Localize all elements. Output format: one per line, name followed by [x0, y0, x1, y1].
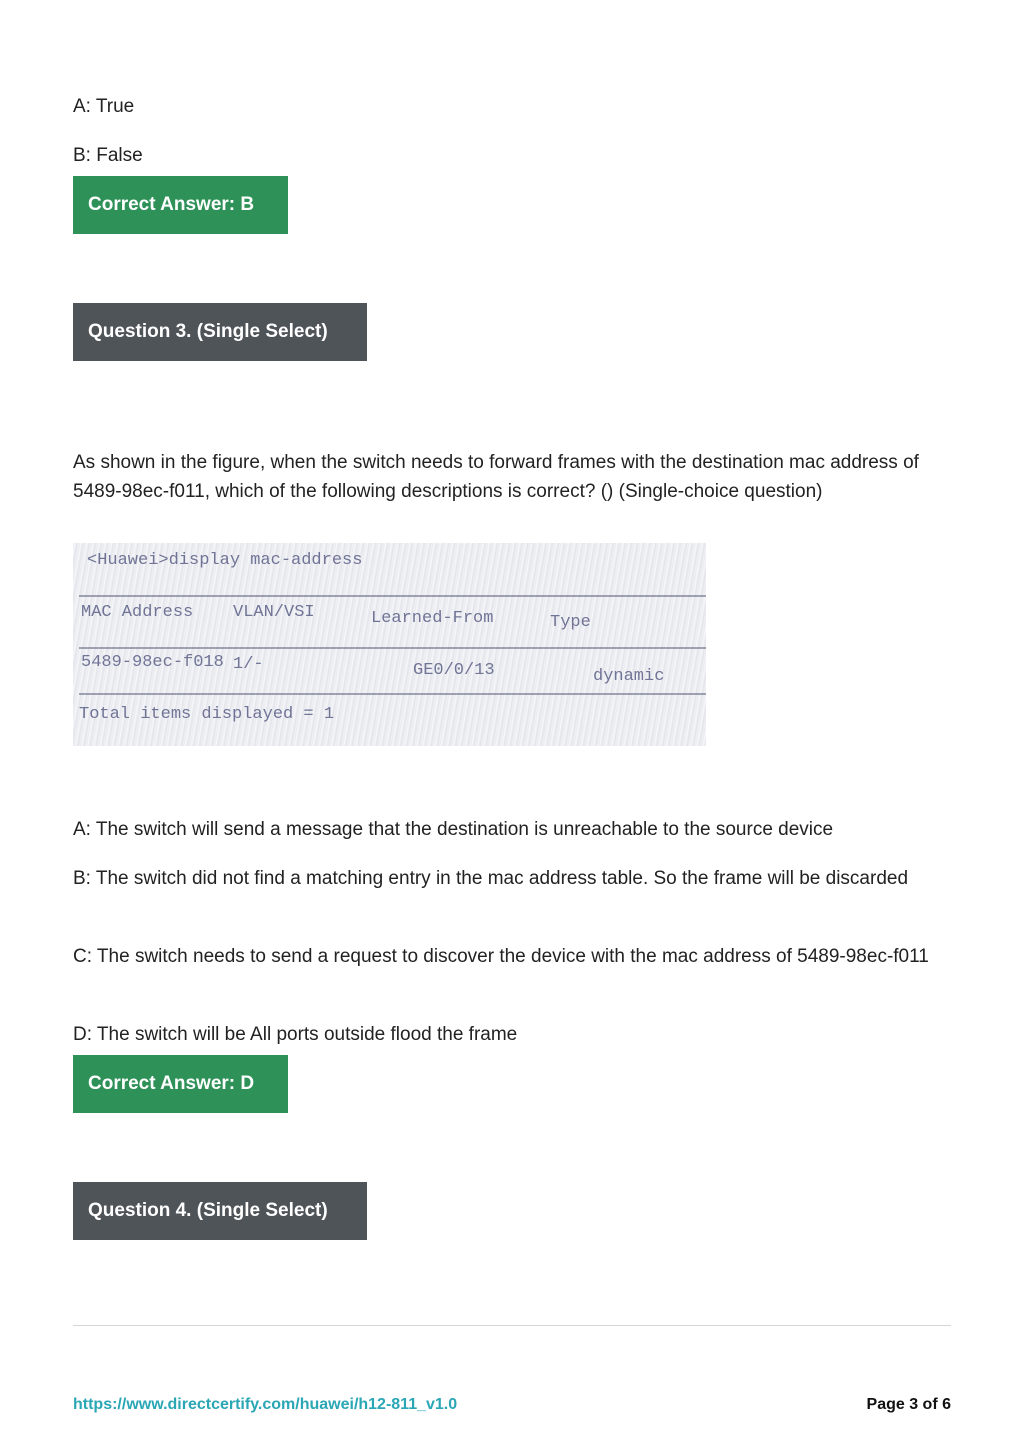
page-number: Page 3 of 6 — [866, 1396, 951, 1413]
figure-row-mac: 5489-98ec-f018 — [81, 653, 224, 672]
option-b-false: B: False — [73, 145, 143, 166]
question-3-header: Question 3. (Single Select) — [73, 303, 367, 361]
figure-total: Total items displayed = 1 — [79, 705, 335, 724]
figure-header-type: Type — [550, 613, 591, 632]
option-a: A: The switch will send a message that the destination is unreachable to the source device — [73, 819, 834, 840]
figure-header-learned: Learned-From — [371, 609, 494, 628]
correct-answer-badge: Correct Answer: D — [73, 1055, 288, 1113]
figure-header-mac: MAC Address — [81, 603, 194, 622]
figure-row-type: dynamic — [593, 667, 665, 686]
figure-divider — [79, 647, 706, 649]
figure-row-port: GE0/0/13 — [413, 661, 495, 680]
question-4-header: Question 4. (Single Select) — [73, 1182, 367, 1240]
option-c: C: The switch needs to send a request to discover the device with the mac address of 5489-98ec-f011 — [73, 946, 929, 967]
figure-row-vlan: 1/- — [233, 655, 264, 674]
mac-address-table-figure — [73, 543, 706, 746]
figure-command: <Huawei>display mac-address — [87, 551, 363, 570]
option-a-true: A: True — [73, 96, 135, 117]
correct-answer-badge: Correct Answer: B — [73, 176, 288, 234]
question-3-text: As shown in the figure, when the switch needs to forward frames with the destination mac address of 5489-98ec-f011, which of the following descriptions is correct? () (Single-choice question) — [73, 452, 919, 502]
figure-header-vlan: VLAN/VSI — [233, 603, 315, 622]
option-d: D: The switch will be All ports outside flood the frame — [73, 1024, 518, 1045]
figure-divider — [79, 693, 706, 695]
option-b: B: The switch did not find a matching entry in the mac address table. So the frame will be discarded — [73, 868, 909, 889]
footer-divider — [73, 1325, 951, 1326]
footer-url-link[interactable]: https://www.directcertify.com/huawei/h12-811_v1.0 — [73, 1396, 458, 1413]
figure-divider — [79, 595, 706, 597]
